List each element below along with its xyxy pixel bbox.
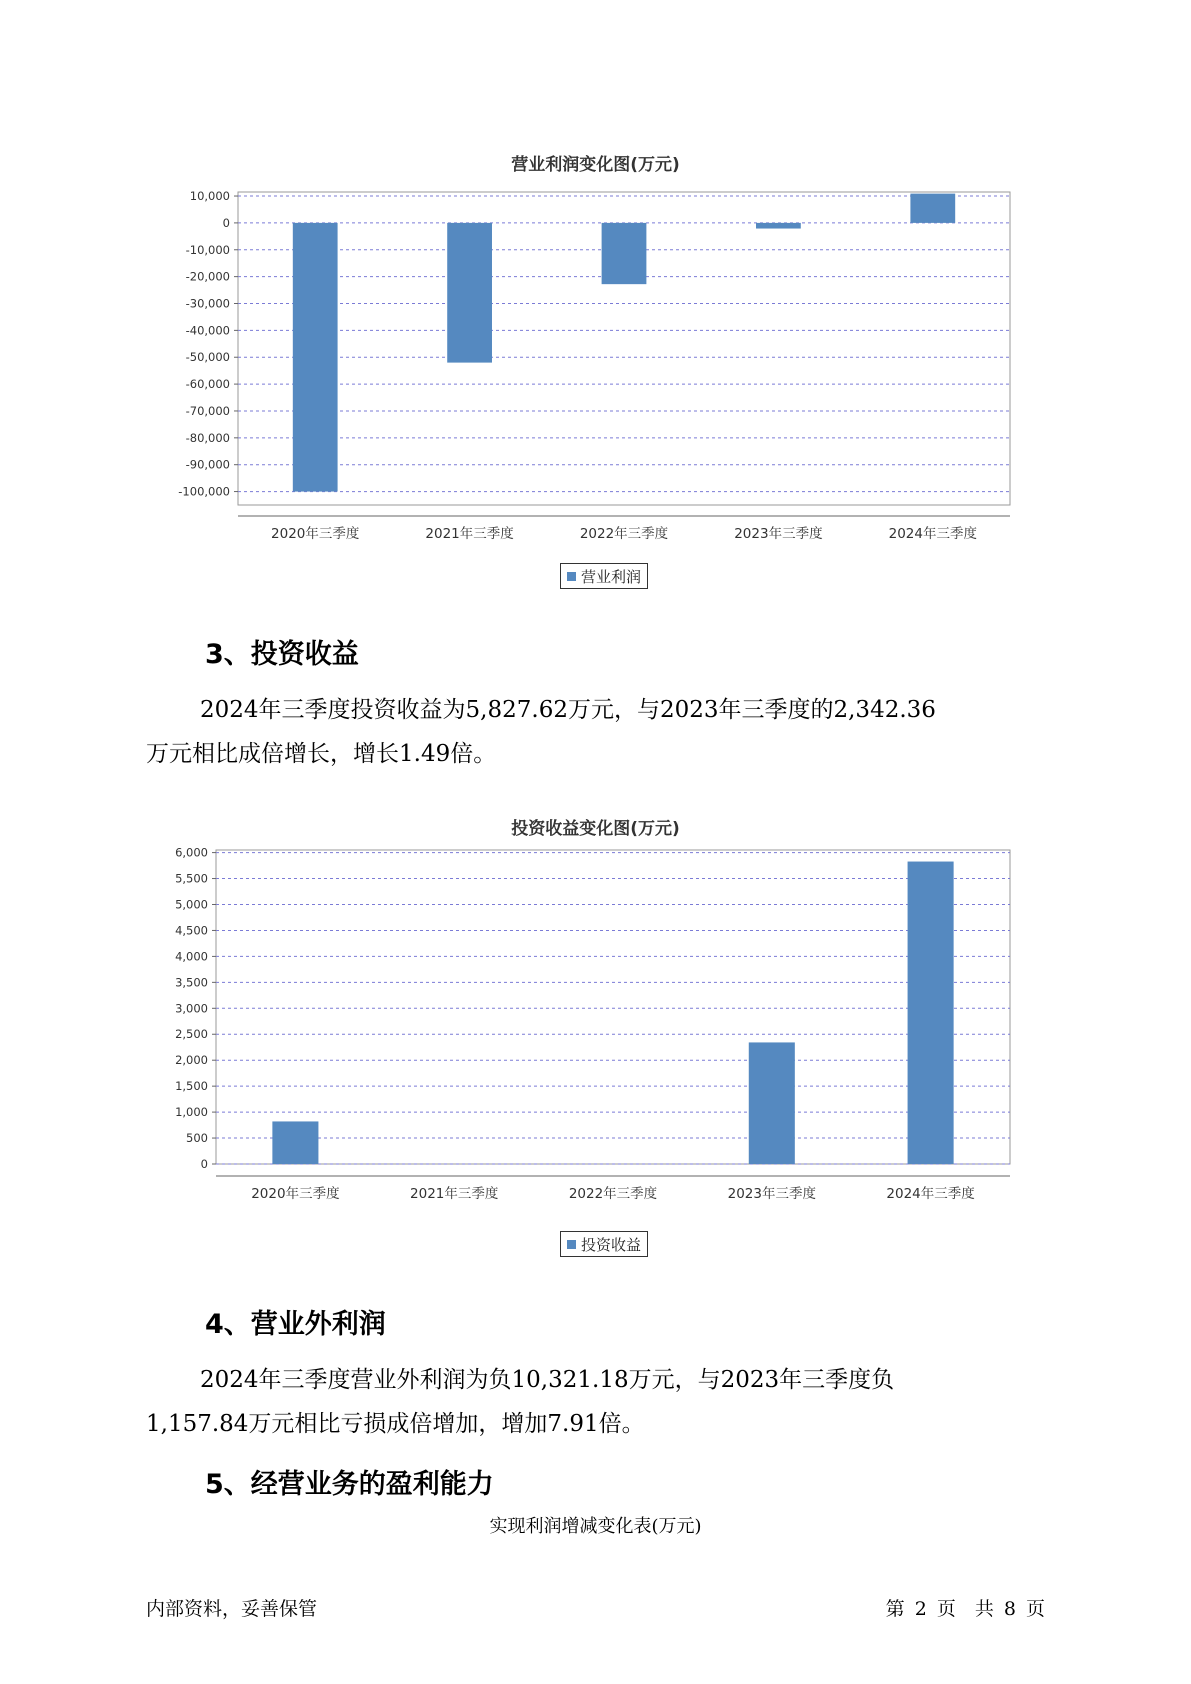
plot-area — [216, 850, 1010, 1164]
x-tick-label: 2021年三季度 — [425, 526, 514, 542]
x-tick-label: 2020年三季度 — [271, 526, 360, 542]
x-tick-label: 2022年三季度 — [568, 1186, 658, 1202]
paragraph-investment-income — [146, 688, 1046, 776]
legend-label: 投资收益 — [581, 1235, 642, 1254]
y-tick-label: 1,000 — [175, 1105, 208, 1120]
legend-label: 营业利润 — [581, 567, 642, 586]
section-heading-non-operating-profit: 4、营业外利润 — [205, 1309, 386, 1340]
y-tick-label: 10,000 — [189, 189, 230, 204]
investment-income-chart — [0, 845, 1191, 1225]
y-tick-label: -40,000 — [185, 323, 230, 338]
x-tick-label: 2024年三季度 — [886, 1186, 975, 1202]
y-tick-label: 2,500 — [175, 1027, 208, 1042]
bar — [910, 194, 955, 223]
footer-confidential-note: 内部资料，妥善保管 — [146, 1598, 318, 1620]
x-tick-label: 2020年三季度 — [251, 1186, 340, 1202]
y-tick-label: -60,000 — [185, 377, 230, 392]
chart-title-operating-profit: 营业利润变化图(万元) — [511, 155, 680, 175]
y-tick-label: 4,000 — [175, 949, 208, 964]
bar — [602, 223, 647, 284]
y-tick-label: -20,000 — [185, 269, 230, 284]
x-tick-label: 2024年三季度 — [888, 526, 977, 542]
y-tick-label: 1,500 — [175, 1079, 208, 1094]
y-tick-label: -50,000 — [185, 350, 230, 365]
bar — [908, 862, 954, 1164]
bar — [293, 223, 338, 492]
y-tick-label: 0 — [222, 215, 230, 230]
y-tick-label: 3,000 — [175, 1001, 208, 1016]
x-tick-label: 2023年三季度 — [727, 1186, 816, 1202]
bar — [447, 223, 492, 363]
y-tick-label: 500 — [186, 1131, 208, 1146]
legend-swatch — [567, 572, 576, 581]
y-tick-label: -10,000 — [185, 242, 230, 257]
paragraph-non-operating-profit — [146, 1358, 1046, 1446]
y-tick-label: -70,000 — [185, 403, 230, 418]
y-tick-label: -80,000 — [185, 430, 230, 445]
operating-profit-chart — [0, 180, 1191, 542]
x-tick-label: 2022年三季度 — [579, 526, 669, 542]
y-tick-label: 0 — [200, 1157, 208, 1171]
footer-page-number: 第 2 页 共 8 页 — [885, 1598, 1045, 1620]
y-tick-label: 3,500 — [175, 975, 208, 990]
y-tick-label: -30,000 — [185, 296, 230, 311]
legend-investment-income — [560, 1231, 648, 1257]
bar — [272, 1121, 318, 1164]
y-tick-label: 2,000 — [175, 1053, 208, 1068]
y-tick-label: -90,000 — [185, 457, 230, 472]
chart-title-investment-income: 投资收益变化图(万元) — [511, 819, 680, 839]
bar — [749, 1042, 795, 1164]
paragraph-line: 1,157.84万元相比亏损成倍增加，增加7.91倍。 — [146, 1411, 645, 1437]
x-tick-label: 2023年三季度 — [734, 526, 823, 542]
y-tick-label: -100,000 — [178, 484, 230, 499]
y-tick-label: 5,500 — [175, 871, 208, 886]
legend-operating-profit — [560, 563, 648, 589]
legend-swatch — [567, 1240, 576, 1249]
paragraph-line: 万元相比成倍增长，增长1.49倍。 — [146, 741, 497, 767]
y-tick-label: 6,000 — [175, 845, 208, 860]
section-heading-profitability: 5、经营业务的盈利能力 — [205, 1469, 494, 1500]
section-heading-investment-income: 3、投资收益 — [205, 639, 359, 670]
paragraph-line: 2024年三季度投资收益为5,827.62万元，与2023年三季度的2,342.36 — [200, 697, 936, 723]
y-tick-label: 4,500 — [175, 923, 208, 938]
bar — [756, 223, 801, 229]
y-tick-label: 5,000 — [175, 897, 208, 912]
table-caption: 实现利润增减变化表(万元) — [489, 1516, 702, 1537]
x-tick-label: 2021年三季度 — [410, 1186, 499, 1202]
paragraph-line: 2024年三季度营业外利润为负10,321.18万元，与2023年三季度负 — [200, 1367, 895, 1393]
